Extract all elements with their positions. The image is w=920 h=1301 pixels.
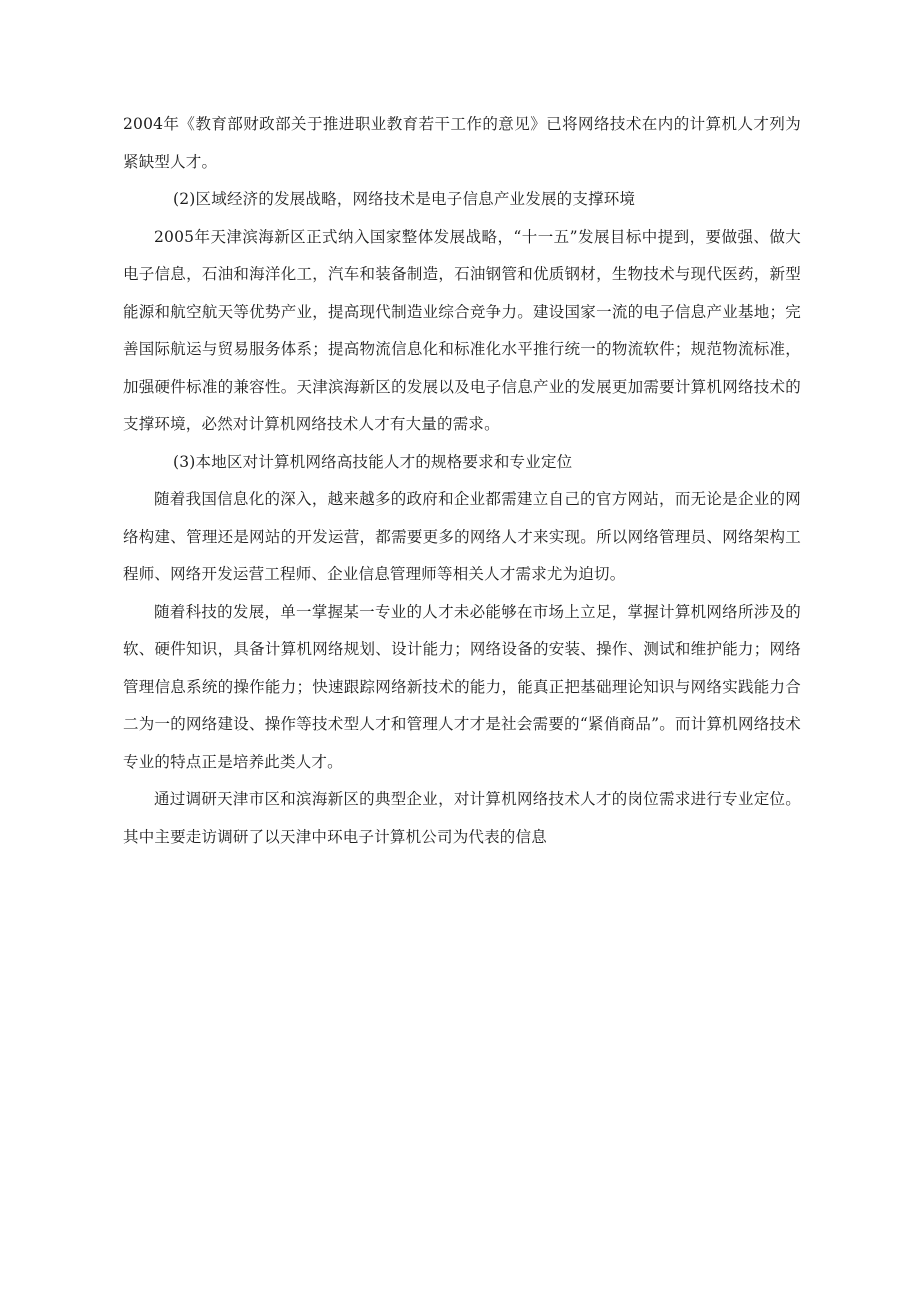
paragraph-technology: 随着科技的发展，单一掌握某一专业的人才未必能够在市场上立足，掌握计算机网络所涉及的软、硬件知识，具备计算机网络规划、设计能力；网络设备的安装、操作、测试和维护能力；网络管理信息系统的操作能力；快速跟踪网络新技术的能力，能真正把基础理论知识与网络实践能力合二为一的网络建设、操作等技术型人才和管理人才才是社会需要的“紧俏商品”。而计算机网络技术专业的特点正是培养此类人才。 — [123, 602, 801, 771]
paragraph-binhai: 2005年天津滨海新区正式纳入国家整体发展战略，“十一五”发展目标中提到，要做强、做大电子信息，石油和海洋化工，汽车和装备制造，石油钢管和优质钢材，生物技术与现代医药，新型能源和航空航天等优势产业，提高现代制造业综合竞争力。建设国家一流的电子信息产业基地；完善国际航运与贸易服务体系；提高物流信息化和标准化水平推行统一的物流软件；规范物流标准，加强硬件标准的兼容性。天津滨海新区的发展以及电子信息产业的发展更加需要计算机网络技术的支撑环境，必然对计算机网络技术人才有大量的需求。 — [123, 227, 801, 433]
section-heading-2: (2)区域经济的发展战略，网络技术是电子信息产业发展的支撑环境 — [173, 190, 636, 208]
document-body — [123, 106, 801, 856]
paragraph-informatization: 随着我国信息化的深入，越来越多的政府和企业都需建立自己的官方网站，而无论是企业的网络构建、管理还是网站的开发运营，都需要更多的网络人才来实现。所以网络管理员、网络架构工程师、网络开发运营工程师、企业信息管理师等相关人才需求尤为迫切。 — [123, 490, 801, 583]
section-heading-3: (3)本地区对计算机网络高技能人才的规格要求和专业定位 — [173, 452, 573, 471]
paragraph-research: 通过调研天津市区和滨海新区的典型企业，对计算机网络技术人才的岗位需求进行专业定位。其中主要走访调研了以天津中环电子计算机公司为代表的信息 — [123, 790, 801, 846]
paragraph-intro: 2004年《教育部财政部关于推进职业教育若干工作的意见》已将网络技术在内的计算机人才列为紧缺型人才。 — [123, 115, 801, 171]
